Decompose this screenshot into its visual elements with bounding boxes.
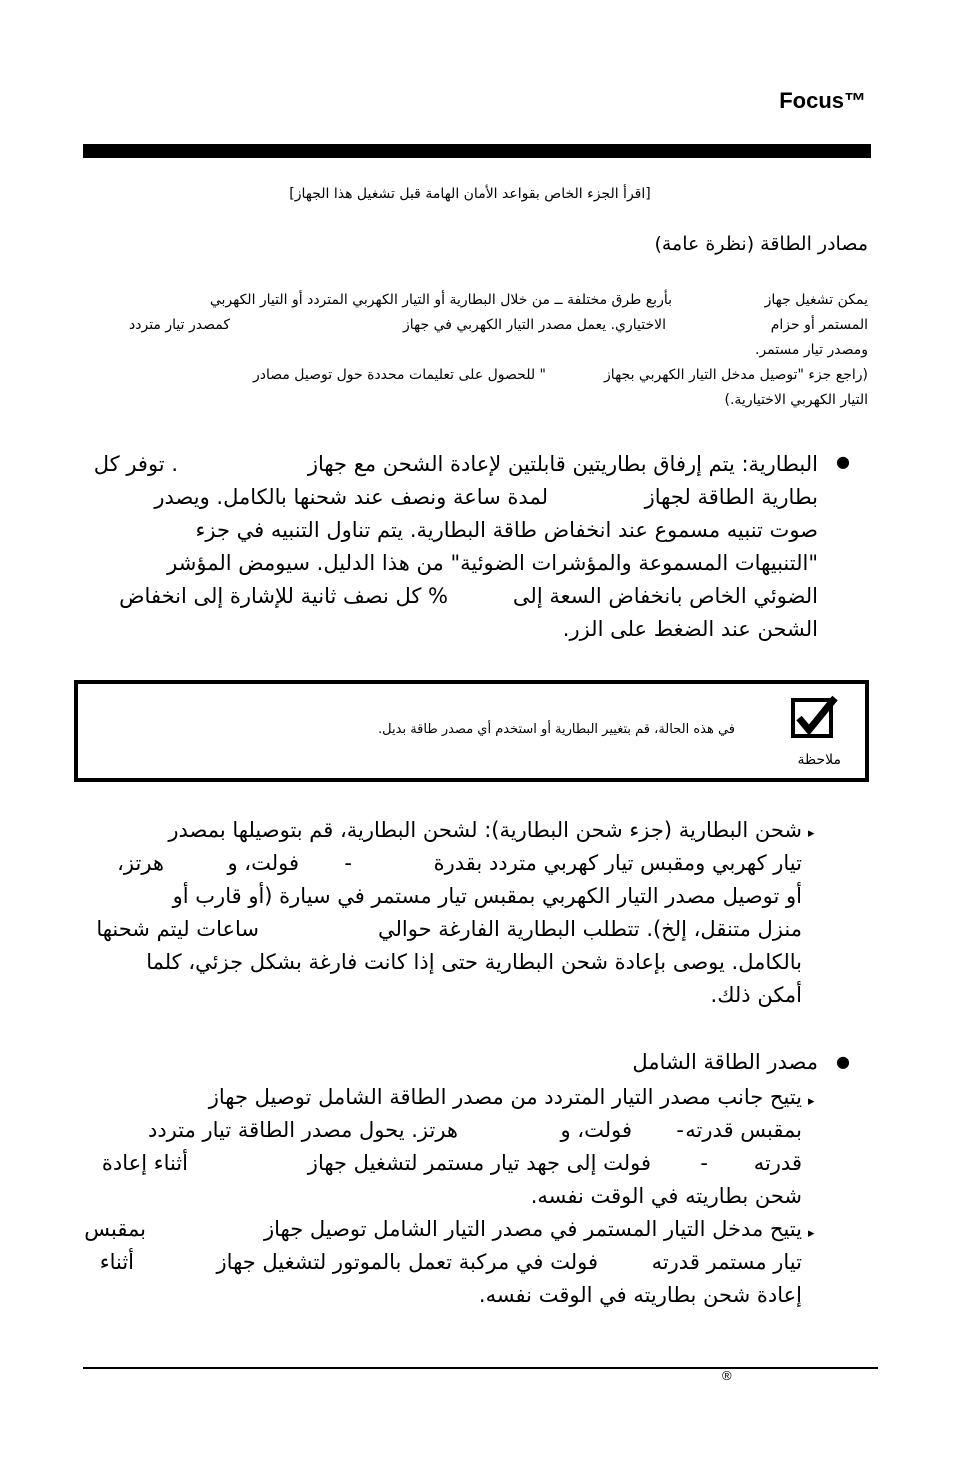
battery-text: لمدة ساعة ونصف عند شحنها بالكامل. ويصدر [154, 485, 548, 509]
charging-text: منزل متنقل، إلخ). تتطلب البطارية الفارغة حوالي [378, 917, 802, 941]
charging-text: شحن البطارية (جزء شحن البطارية): لشحن البطارية، قم بتوصيلها بمصدر [168, 818, 802, 842]
arrow-bullet-icon: ▸ [808, 826, 815, 841]
safety-notice: [اقرأ الجزء الخاص بقواعد الأمان الهامة قبل تشغيل هذا الجهاز] [289, 186, 651, 202]
note-box [74, 680, 869, 782]
arrow-bullet-icon: ▸ [808, 1226, 815, 1241]
battery-text: صوت تنبيه مسموع عند انخفاض طاقة البطارية. يتم تناول التنبيه في جزء [195, 518, 818, 542]
universal-text: بمقبس قدرته [685, 1118, 802, 1142]
intro-text: " للحصول على تعليمات محددة حول توصيل مصادر [252, 367, 546, 383]
universal-text: - [700, 1151, 708, 1175]
charging-text: أو توصيل مصدر التيار الكهربي بمقبس تيار مستمر في سيارة (أو قارب أو [172, 884, 802, 908]
universal-text: بمقبس [84, 1217, 146, 1241]
universal-text: قدرته [753, 1151, 802, 1175]
registered-mark: ® [722, 1368, 732, 1383]
note-text: في هذه الحالة، قم بتغيير البطارية أو استخدم أي مصدر طاقة بديل. [378, 722, 735, 737]
universal-text: يتيح جانب مصدر التيار المتردد من مصدر الطاقة الشامل توصيل جهاز [208, 1085, 802, 1109]
battery-text: الضوئي الخاص بانخفاض السعة إلى [512, 584, 818, 608]
header-rule [83, 144, 871, 158]
battery-text: . توفر كل [93, 452, 178, 476]
universal-text: - [676, 1118, 684, 1142]
battery-text: الشحن عند الضغط على الزر. [562, 617, 818, 641]
charging-text: تيار كهربي ومقبس تيار كهربي متردد بقدرة [433, 851, 802, 875]
intro-text: (راجع جزء "توصيل مدخل التيار الكهربي بجهاز [604, 367, 868, 383]
intro-text: يمكن تشغيل جهاز [764, 292, 868, 308]
battery-text: "التنبيهات المسموعة والمؤشرات الضوئية" من هذا الدليل. سيومض المؤشر [167, 551, 818, 575]
intro-text: بأربع طرق مختلفة ــ من خلال البطارية أو التيار الكهربي المتردد أو التيار الكهربي [209, 292, 672, 308]
intro-text: الاختياري. يعمل مصدر التيار الكهربي في جهاز [403, 317, 666, 333]
note-label: ملاحظة [797, 752, 841, 768]
charging-text: فولت، و [227, 851, 299, 875]
section-title: مصادر الطاقة (نظرة عامة) [654, 233, 868, 255]
battery-text: % كل نصف ثانية للإشارة إلى انخفاض [119, 584, 448, 608]
checkbox-check-icon [789, 694, 839, 740]
universal-text: إعادة شحن بطاريته في الوقت نفسه. [478, 1283, 802, 1307]
intro-text: المستمر أو حزام [770, 317, 868, 333]
universal-title: مصدر الطاقة الشامل [632, 1050, 818, 1074]
universal-text: فولت، و [560, 1118, 632, 1142]
universal-text: هرتز. يحول مصدر الطاقة تيار متردد [147, 1118, 458, 1142]
universal-text: يتيح مدخل التيار المستمر في مصدر التيار الشامل توصيل جهاز [263, 1217, 802, 1241]
arrow-bullet-icon: ▸ [808, 1094, 815, 1109]
universal-text: فولت في مركبة تعمل بالموتور لتشغيل جهاز [216, 1250, 598, 1274]
universal-text: تيار مستمر قدرته [651, 1250, 802, 1274]
battery-text: بطارية الطاقة لجهاز [644, 485, 818, 509]
charging-text: هرتز، [117, 851, 164, 875]
charging-text: بالكامل. يوصى بإعادة شحن البطارية حتى إذا كانت فارغة بشكل جزئي، كلما [146, 950, 802, 974]
bullet-icon: ● [836, 452, 850, 471]
charging-text: ساعات ليتم شحنها [96, 917, 259, 941]
universal-text: أثناء إعادة [101, 1151, 188, 1175]
battery-text: البطارية: يتم إرفاق بطاريتين قابلتين لإعادة الشحن مع جهاز [307, 452, 818, 476]
universal-text: أثناء [99, 1250, 134, 1274]
charging-text: - [344, 851, 352, 875]
universal-text: فولت إلى جهد تيار مستمر لتشغيل جهاز [307, 1151, 651, 1175]
universal-text: شحن بطاريته في الوقت نفسه. [530, 1184, 802, 1208]
footer-rule [83, 1367, 878, 1369]
bullet-icon: ● [836, 1052, 850, 1071]
charging-text: أمكن ذلك. [710, 983, 802, 1007]
intro-text: ومصدر تيار مستمر. [754, 342, 868, 358]
intro-text: التيار الكهربي الاختيارية.) [724, 392, 868, 408]
intro-text: كمصدر تيار متردد [129, 317, 230, 333]
brand-title: Focus™ [779, 88, 866, 113]
